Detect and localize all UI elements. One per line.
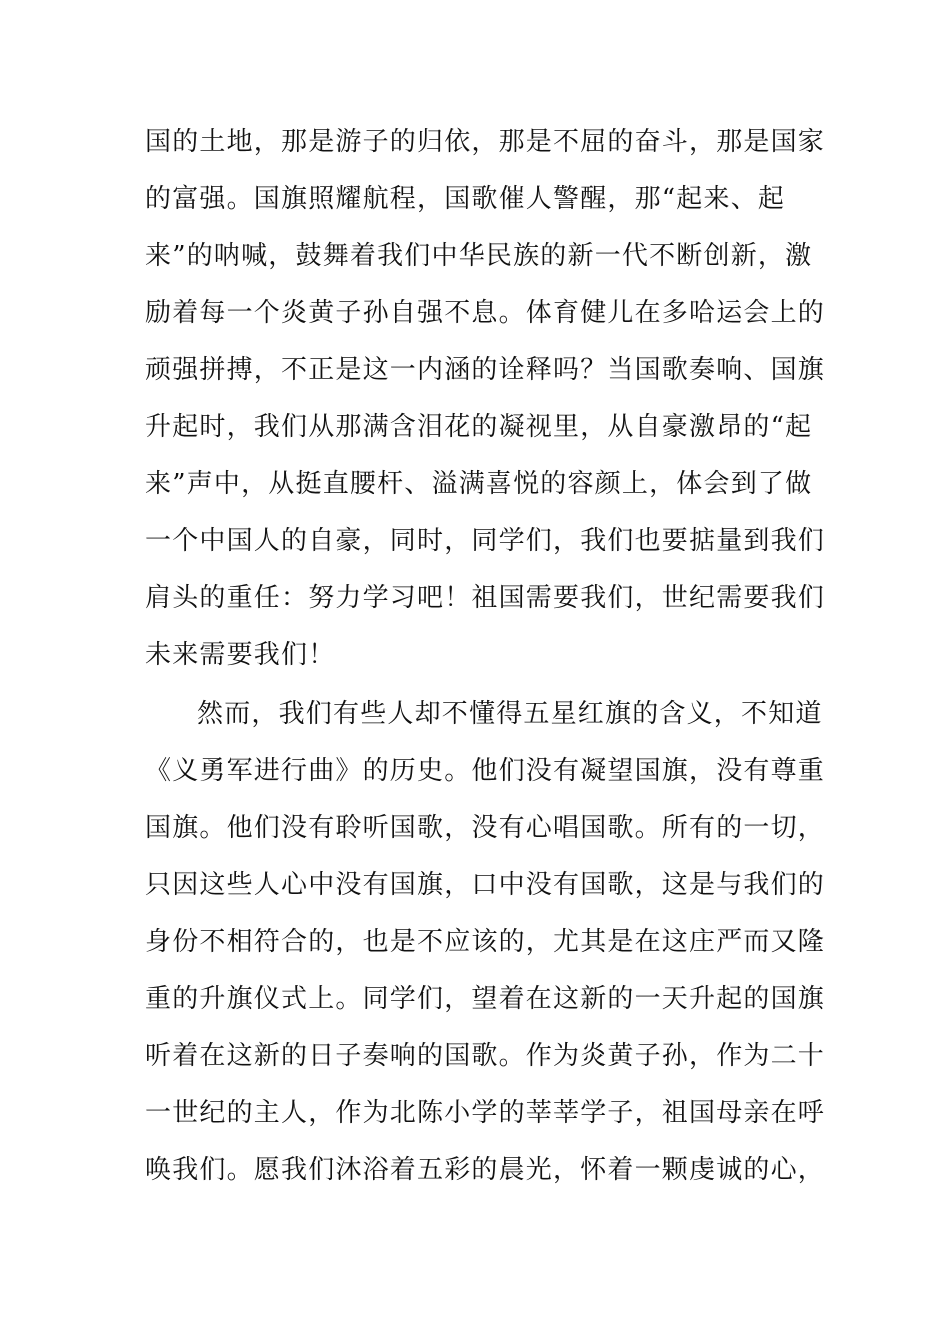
text-line: 未来需要我们！ <box>145 640 336 670</box>
text-line: 唤我们。愿我们沐浴着五彩的晨光，怀着一颗虔诚的心， <box>145 1155 826 1185</box>
text-line: 顽强拼搏，不正是这一内涵的诠释吗？当国歌奏响、国旗 <box>145 355 826 385</box>
text-line: 身份不相符合的，也是不应该的，尤其是在这庄严而又隆 <box>145 927 826 957</box>
text-line: 升起时，我们从那满含泪花的凝视里，从自豪激昂的“起 <box>145 412 813 442</box>
text-line: 重的升旗仪式上。同学们，望着在这新的一天升起的国旗 <box>145 984 826 1014</box>
text-line: 国旗。他们没有聆听国歌，没有心唱国歌。所有的一切， <box>145 813 826 843</box>
text-line: 肩头的重任：努力学习吧！祖国需要我们，世纪需要我们 <box>145 583 826 613</box>
text-line: 励着每一个炎黄子孙自强不息。体育健儿在多哈运会上的 <box>145 298 826 328</box>
text-line: 一世纪的主人，作为北陈小学的莘莘学子，祖国母亲在呼 <box>145 1098 826 1128</box>
text-line: 只因这些人心中没有国旗，口中没有国歌，这是与我们的 <box>145 870 826 900</box>
text-line: 来”声中，从挺直腰杆、溢满喜悦的容颜上，体会到了做 <box>145 469 813 499</box>
text-line: 的富强。国旗照耀航程，国歌催人警醒，那“起来、起 <box>145 184 786 214</box>
paragraph-first-line: 然而，我们有些人却不懂得五星红旗的含义，不知道 <box>197 699 823 729</box>
text-line: 国的土地，那是游子的归依，那是不屈的奋斗，那是国家 <box>145 127 826 157</box>
text-line: 听着在这新的日子奏响的国歌。作为炎黄子孙，作为二十 <box>145 1041 826 1071</box>
text-line: 来”的呐喊，鼓舞着我们中华民族的新一代不断创新，激 <box>145 241 813 271</box>
text-line: 一个中国人的自豪，同时，同学们，我们也要掂量到我们 <box>145 526 826 556</box>
text-line: 《义勇军进行曲》的历史。他们没有凝望国旗，没有尊重 <box>145 756 826 786</box>
